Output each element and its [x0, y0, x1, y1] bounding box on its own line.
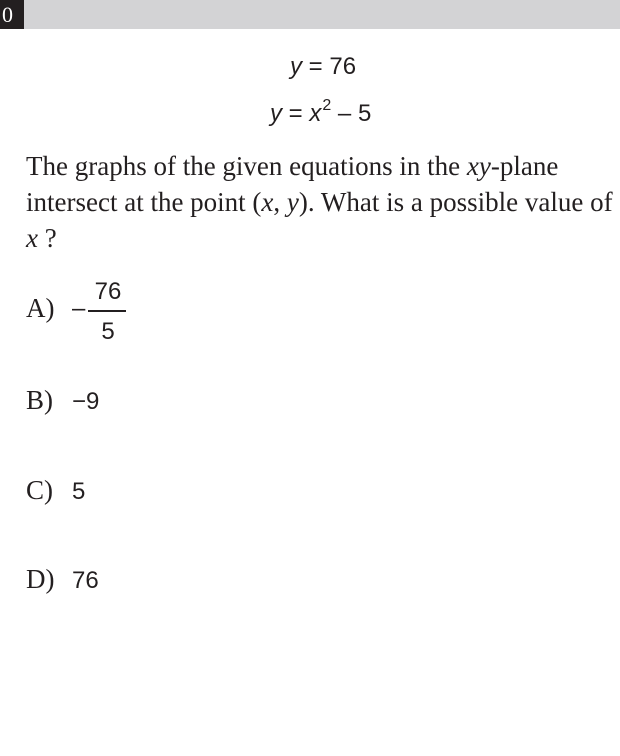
choice-c[interactable]	[26, 474, 85, 508]
header-bar	[0, 0, 620, 29]
stem-comma: ,	[273, 187, 287, 217]
choice-a-numerator: 76	[94, 278, 122, 305]
choice-b-letter: B)	[26, 385, 53, 415]
equation-1-rhs: = 76	[302, 53, 357, 80]
equation-2-equals: =	[282, 100, 310, 127]
choice-a[interactable]	[26, 292, 72, 324]
choice-b[interactable]	[26, 384, 99, 418]
choice-b-value: −9	[72, 388, 100, 415]
equation-2-rest: – 5	[331, 100, 372, 127]
equation-1	[290, 53, 356, 81]
stem-x-2: x	[26, 223, 38, 253]
choice-a-sign: –	[72, 295, 86, 322]
choice-c-value: 5	[72, 478, 86, 505]
fraction-bar	[88, 310, 126, 312]
choice-c-letter: C)	[26, 475, 53, 505]
choice-a-fraction	[72, 278, 128, 348]
stem-text-1: The graphs of the given equations in the	[26, 151, 467, 181]
choice-a-denominator: 5	[101, 318, 115, 345]
stem-xy: xy	[466, 151, 491, 181]
stem-text-2: -plane intersect at the point (	[26, 151, 559, 217]
equation-2-exponent: 2	[322, 97, 332, 114]
choice-d-letter: D)	[26, 564, 55, 594]
question-number: 0	[0, 0, 24, 29]
equation-2	[270, 97, 372, 131]
choice-a-letter: A)	[26, 293, 55, 323]
equation-2-base: x	[309, 100, 322, 127]
stem-y: y	[286, 187, 299, 217]
stem-x: x	[261, 187, 274, 217]
equation-2-lhs: y	[270, 100, 282, 127]
choice-d[interactable]	[26, 563, 99, 597]
equation-1-lhs: y	[290, 53, 302, 80]
stem-text-3: ). What is a possible value of	[298, 187, 613, 217]
question-stem	[26, 148, 616, 256]
choice-d-value: 76	[72, 567, 99, 594]
stem-text-4: ?	[37, 223, 57, 253]
